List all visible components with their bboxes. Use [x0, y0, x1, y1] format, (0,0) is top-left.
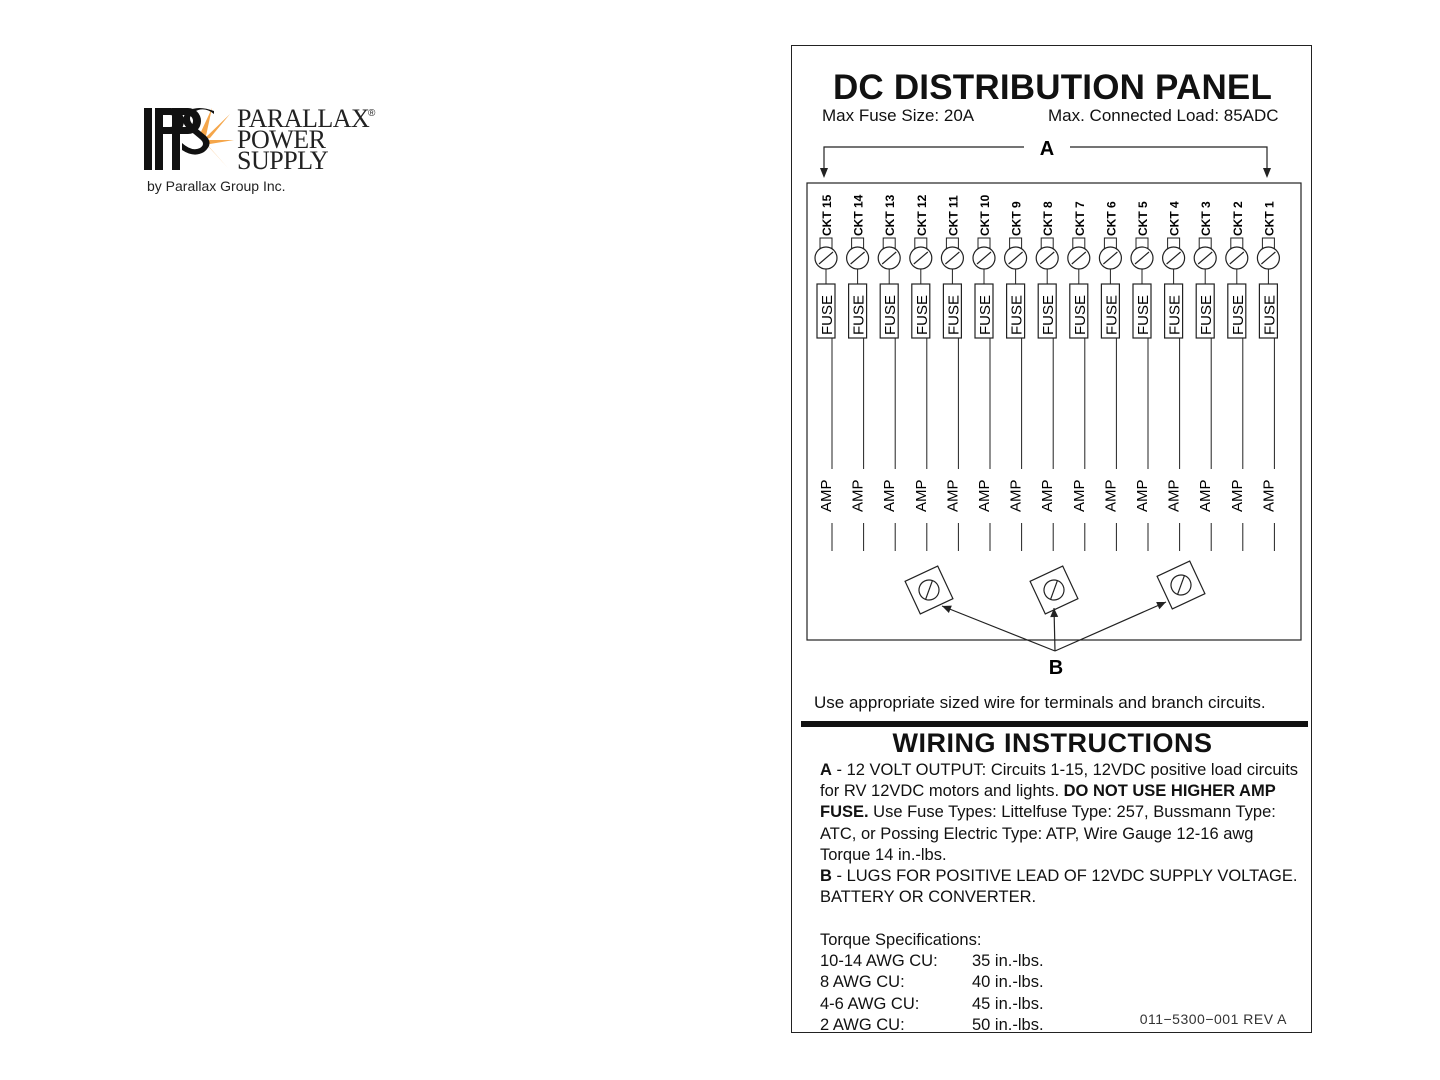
amp-label: AMP — [849, 479, 867, 512]
circuit-column — [1005, 201, 1027, 551]
fuse-label: FUSE — [1198, 294, 1216, 335]
fuse-label: FUSE — [819, 294, 836, 335]
circuit-column — [910, 194, 932, 551]
logo-word-supply: SUPPLY — [237, 146, 329, 175]
amp-label: AMP — [912, 479, 930, 512]
panel-diagram — [792, 46, 1313, 686]
circuit-label: CKT 4 — [1167, 201, 1182, 236]
amp-label: AMP — [1165, 479, 1183, 512]
torque-specifications — [820, 930, 1044, 1036]
arrow-a-left — [820, 168, 828, 178]
circuit-label: CKT 6 — [1104, 201, 1119, 236]
bracket-a-right — [1070, 147, 1267, 172]
fuse-label: FUSE — [1229, 294, 1247, 335]
circuit-label: CKT 9 — [1009, 201, 1024, 236]
instruction-b: B - LUGS FOR POSITIVE LEAD OF 12VDC SUPPLY VOLTAGE. BATTERY OR CONVERTER. — [820, 867, 1298, 907]
fuse-label: FUSE — [977, 294, 994, 335]
bracket-a-left — [824, 147, 1024, 172]
amp-label: AMP — [881, 479, 899, 512]
amp-label: AMP — [1007, 479, 1025, 512]
dc-distribution-label — [791, 45, 1312, 1033]
amp-label: AMP — [1070, 479, 1088, 512]
arrow-b-line — [942, 606, 1055, 651]
circuit-column — [1194, 201, 1216, 551]
amp-label: AMP — [944, 479, 962, 512]
circuit-label: CKT 8 — [1041, 201, 1056, 236]
circuit-column — [1163, 201, 1185, 551]
amp-label: AMP — [1228, 479, 1246, 512]
fuse-label: FUSE — [882, 294, 900, 335]
torque-row: 8 AWG CU: 40 in.-lbs. — [820, 973, 1044, 992]
arrow-a-right — [1263, 168, 1271, 178]
torque-row: 10-14 AWG CU: 35 in.-lbs. — [820, 952, 1044, 971]
circuit-label: CKT 14 — [851, 194, 866, 236]
max-fuse-size: Max Fuse Size: 20A — [822, 106, 975, 125]
fuse-label: FUSE — [945, 294, 963, 335]
circuit-label: CKT 11 — [946, 195, 961, 236]
max-connected-load: Max. Connected Load: 85ADC — [1048, 106, 1279, 125]
amp-label: AMP — [1102, 479, 1120, 512]
instruction-a: A - 12 VOLT OUTPUT: Circuits 1-15, 12VDC positive load circuits for RV 12VDC motors and lights. DO NOT USE HIGHER AMP FUSE. Use Fuse Types: Littelfuse Type: 257, Bussmann Type: ATC, or Possing Electric Type: ATP, Wire Gauge 12-16 awg Torque 14 in.-lbs. — [820, 761, 1299, 864]
circuit-label: CKT 7 — [1072, 201, 1087, 236]
fuse-label: FUSE — [913, 294, 931, 335]
circuit-label: CKT 2 — [1230, 201, 1245, 236]
fuse-label: FUSE — [1103, 294, 1121, 335]
logo-byline: by Parallax Group Inc. — [147, 178, 286, 194]
circuit-column — [1257, 201, 1279, 551]
amp-label: AMP — [1134, 479, 1151, 512]
logo-word-parallax: PARALLAX — [237, 104, 370, 133]
amp-label: AMP — [1197, 479, 1215, 512]
fuse-label: FUSE — [850, 294, 868, 335]
circuit-label: CKT 1 — [1262, 201, 1277, 236]
pps-logo-mark — [140, 104, 235, 176]
torque-heading: Torque Specifications: — [820, 931, 982, 949]
circuit-label: CKT 3 — [1199, 201, 1214, 236]
fuse-label: FUSE — [1071, 294, 1089, 335]
lug-icon — [1030, 566, 1078, 614]
registered-mark: ® — [368, 108, 376, 119]
circuit-label: CKT 12 — [914, 194, 929, 236]
wire-note: Use appropriate sized wire for terminals and branch circuits. — [814, 693, 1266, 712]
arrow-b-line — [1055, 602, 1166, 651]
fuse-label: FUSE — [1135, 294, 1152, 335]
circuit-column — [847, 194, 869, 551]
fuse-label: FUSE — [1040, 294, 1058, 335]
lug-icon — [1157, 561, 1205, 609]
part-number: 011−5300−001 REV A — [1139, 1011, 1287, 1027]
wiring-instructions-title: WIRING INSTRUCTIONS — [892, 728, 1213, 758]
amp-label: AMP — [976, 479, 993, 512]
circuit-column — [941, 195, 963, 551]
circuit-column — [878, 194, 900, 551]
circuit-column — [973, 194, 995, 551]
circuit-label: CKT 10 — [978, 194, 992, 236]
marker-b: B — [1048, 657, 1064, 679]
circuit-column — [815, 194, 837, 551]
logo-word-power: POWER — [237, 125, 326, 154]
marker-a: A — [1039, 138, 1055, 160]
torque-row: 2 AWG CU: 50 in.-lbs. — [820, 1015, 1044, 1034]
circuit-column — [1131, 201, 1153, 551]
circuit-label: CKT 5 — [1136, 201, 1150, 236]
amp-label: AMP — [818, 479, 835, 512]
circuit-label: CKT 15 — [820, 194, 834, 236]
circuit-column — [1226, 201, 1248, 551]
circuit-column — [1068, 201, 1090, 551]
fuse-label: FUSE — [1261, 294, 1279, 335]
amp-label: AMP — [1260, 479, 1278, 512]
fuse-label: FUSE — [1166, 294, 1184, 335]
label-title: DC DISTRIBUTION PANEL — [832, 68, 1273, 107]
circuit-column — [1036, 201, 1058, 551]
circuit-label: CKT 13 — [883, 194, 898, 236]
parallax-logo — [140, 104, 390, 204]
instructions-text — [820, 760, 1300, 908]
circuit-column — [1099, 201, 1121, 551]
fuse-label: FUSE — [1008, 294, 1026, 335]
torque-row: 4-6 AWG CU: 45 in.-lbs. — [820, 994, 1044, 1013]
divider-rule — [801, 721, 1308, 727]
amp-label: AMP — [1039, 479, 1057, 512]
